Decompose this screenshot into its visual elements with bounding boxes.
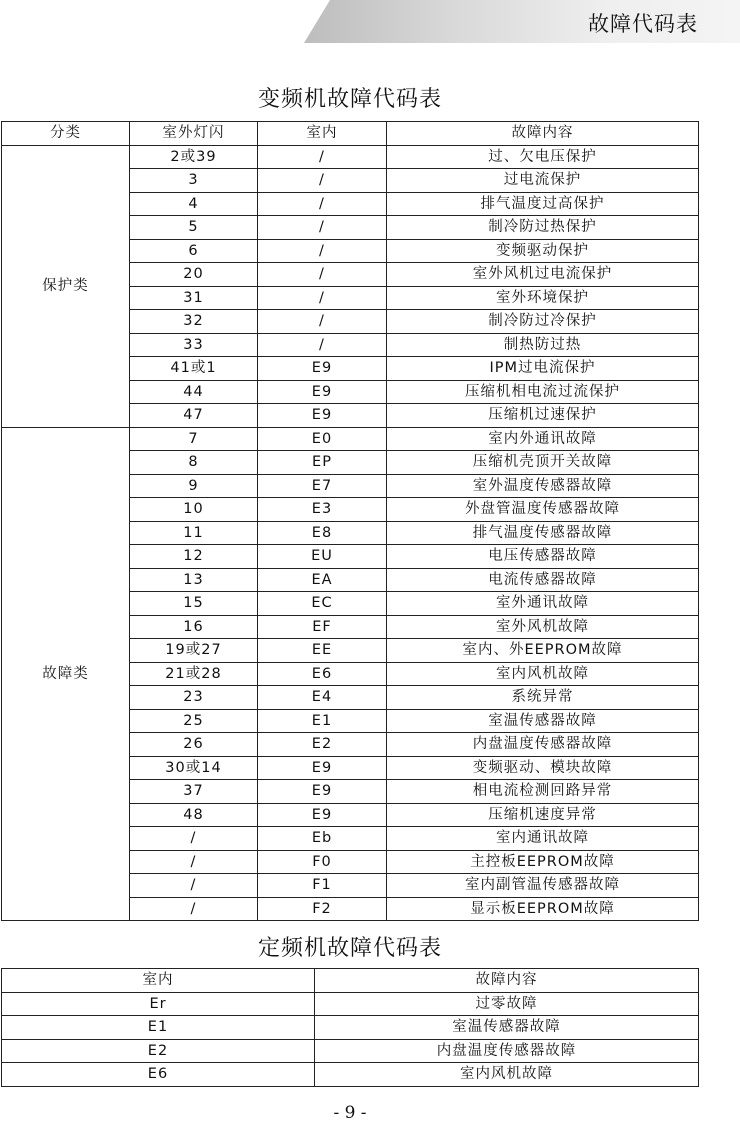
outdoor-code-cell: 48 [130, 803, 258, 827]
fault-content-cell: 过电流保护 [387, 169, 699, 193]
indoor-code-cell: E2 [258, 733, 387, 757]
outdoor-code-cell: 15 [130, 592, 258, 616]
outdoor-code-cell: 26 [130, 733, 258, 757]
table-row [2, 1063, 699, 1087]
indoor-code-cell: E1 [258, 709, 387, 733]
outdoor-code-cell: 5 [130, 216, 258, 240]
indoor-code-cell: E9 [258, 803, 387, 827]
indoor-code-cell: E8 [258, 521, 387, 545]
indoor-code-cell: / [258, 239, 387, 263]
fault-content-cell: 室温传感器故障 [387, 709, 699, 733]
fault-content-cell: 内盘温度传感器故障 [315, 1039, 699, 1063]
fault-content-cell: 室外风机过电流保护 [387, 263, 699, 287]
fault-content-cell: 室内通讯故障 [387, 827, 699, 851]
fault-content-cell: 室内风机故障 [387, 662, 699, 686]
outdoor-code-cell: 4 [130, 192, 258, 216]
inverter-table-title: 变频机故障代码表 [257, 87, 442, 112]
outdoor-code-cell: 6 [130, 239, 258, 263]
column-header: 室内 [258, 122, 387, 146]
column-header: 室内 [2, 969, 315, 993]
indoor-code-cell: Er [2, 992, 315, 1016]
outdoor-code-cell: 44 [130, 380, 258, 404]
fixed-fault-table [1, 968, 699, 1087]
table-header-row [2, 122, 699, 146]
fault-content-cell: 室外环境保护 [387, 286, 699, 310]
outdoor-code-cell: 2或39 [130, 145, 258, 169]
fault-content-cell: 制冷防过热保护 [387, 216, 699, 240]
outdoor-code-cell: / [130, 897, 258, 921]
outdoor-code-cell: 19或27 [130, 639, 258, 663]
table-row [2, 145, 699, 169]
header-title: 故障代码表 [588, 12, 698, 36]
fault-content-cell: 相电流检测回路异常 [387, 780, 699, 804]
fault-content-cell: 室温传感器故障 [315, 1016, 699, 1040]
fault-content-cell: 压缩机速度异常 [387, 803, 699, 827]
fault-content-cell: 制冷防过冷保护 [387, 310, 699, 334]
outdoor-code-cell: 31 [130, 286, 258, 310]
outdoor-code-cell: 10 [130, 498, 258, 522]
outdoor-code-cell: 12 [130, 545, 258, 569]
indoor-code-cell: E9 [258, 380, 387, 404]
table-row [2, 992, 699, 1016]
outdoor-code-cell: 32 [130, 310, 258, 334]
outdoor-code-cell: / [130, 827, 258, 851]
outdoor-code-cell: 7 [130, 427, 258, 451]
indoor-code-cell: / [258, 310, 387, 334]
outdoor-code-cell: 21或28 [130, 662, 258, 686]
indoor-code-cell: F1 [258, 874, 387, 898]
fault-content-cell: 过、欠电压保护 [387, 145, 699, 169]
indoor-code-cell: / [258, 263, 387, 287]
fault-content-cell: 排气温度过高保护 [387, 192, 699, 216]
table-row [2, 1039, 699, 1063]
outdoor-code-cell: 33 [130, 333, 258, 357]
indoor-code-cell: / [258, 169, 387, 193]
indoor-code-cell: EA [258, 568, 387, 592]
fault-content-cell: 压缩机过速保护 [387, 404, 699, 428]
fault-content-cell: 过零故障 [315, 992, 699, 1016]
fault-content-cell: 室内外通讯故障 [387, 427, 699, 451]
fault-content-cell: 室外通讯故障 [387, 592, 699, 616]
column-header: 分类 [2, 122, 130, 146]
indoor-code-cell: E7 [258, 474, 387, 498]
indoor-code-cell: EP [258, 451, 387, 475]
outdoor-code-cell: / [130, 850, 258, 874]
indoor-code-cell: E4 [258, 686, 387, 710]
fault-content-cell: 制热防过热 [387, 333, 699, 357]
indoor-code-cell: Eb [258, 827, 387, 851]
indoor-code-cell: EF [258, 615, 387, 639]
indoor-code-cell: / [258, 145, 387, 169]
indoor-code-cell: / [258, 333, 387, 357]
table-header-row [2, 969, 699, 993]
outdoor-code-cell: 11 [130, 521, 258, 545]
fault-content-cell: 室内风机故障 [315, 1063, 699, 1087]
table-row [2, 1016, 699, 1040]
fault-content-cell: 内盘温度传感器故障 [387, 733, 699, 757]
indoor-code-cell: EU [258, 545, 387, 569]
fault-content-cell: 电流传感器故障 [387, 568, 699, 592]
indoor-code-cell: E9 [258, 357, 387, 381]
indoor-code-cell: / [258, 216, 387, 240]
fault-content-cell: 变频驱动保护 [387, 239, 699, 263]
fault-content-cell: 室内、外EEPROM故障 [387, 639, 699, 663]
outdoor-code-cell: 13 [130, 568, 258, 592]
inverter-fault-table [1, 121, 699, 921]
indoor-code-cell: E2 [2, 1039, 315, 1063]
indoor-code-cell: / [258, 192, 387, 216]
fault-content-cell: 室内副管温传感器故障 [387, 874, 699, 898]
outdoor-code-cell: 41或1 [130, 357, 258, 381]
fault-content-cell: 室外温度传感器故障 [387, 474, 699, 498]
outdoor-code-cell: 9 [130, 474, 258, 498]
fault-content-cell: 变频驱动、模块故障 [387, 756, 699, 780]
fixed-table-title: 定频机故障代码表 [257, 936, 442, 961]
outdoor-code-cell: 30或14 [130, 756, 258, 780]
indoor-code-cell: E6 [258, 662, 387, 686]
indoor-code-cell: E3 [258, 498, 387, 522]
indoor-code-cell: E9 [258, 780, 387, 804]
fault-content-cell: 室外风机故障 [387, 615, 699, 639]
outdoor-code-cell: 16 [130, 615, 258, 639]
indoor-code-cell: E9 [258, 756, 387, 780]
outdoor-code-cell: 25 [130, 709, 258, 733]
fault-content-cell: 显示板EEPROM故障 [387, 897, 699, 921]
page-number: - 9 - [333, 1103, 367, 1123]
outdoor-code-cell: 3 [130, 169, 258, 193]
fault-content-cell: 电压传感器故障 [387, 545, 699, 569]
fault-content-cell: 主控板EEPROM故障 [387, 850, 699, 874]
category-cell: 保护类 [2, 145, 130, 427]
fault-content-cell: 系统异常 [387, 686, 699, 710]
outdoor-code-cell: 8 [130, 451, 258, 475]
column-header: 故障内容 [315, 969, 699, 993]
indoor-code-cell: E0 [258, 427, 387, 451]
outdoor-code-cell: 20 [130, 263, 258, 287]
indoor-code-cell: EE [258, 639, 387, 663]
fault-content-cell: 压缩机相电流过流保护 [387, 380, 699, 404]
table-row [2, 427, 699, 451]
fault-content-cell: IPM过电流保护 [387, 357, 699, 381]
indoor-code-cell: EC [258, 592, 387, 616]
indoor-code-cell: E9 [258, 404, 387, 428]
column-header: 故障内容 [387, 122, 699, 146]
indoor-code-cell: / [258, 286, 387, 310]
indoor-code-cell: E1 [2, 1016, 315, 1040]
outdoor-code-cell: 37 [130, 780, 258, 804]
fault-content-cell: 外盘管温度传感器故障 [387, 498, 699, 522]
fault-content-cell: 压缩机壳顶开关故障 [387, 451, 699, 475]
outdoor-code-cell: / [130, 874, 258, 898]
category-cell: 故障类 [2, 427, 130, 921]
indoor-code-cell: F0 [258, 850, 387, 874]
indoor-code-cell: E6 [2, 1063, 315, 1087]
indoor-code-cell: F2 [258, 897, 387, 921]
fault-content-cell: 排气温度传感器故障 [387, 521, 699, 545]
column-header: 室外灯闪 [130, 122, 258, 146]
outdoor-code-cell: 47 [130, 404, 258, 428]
outdoor-code-cell: 23 [130, 686, 258, 710]
